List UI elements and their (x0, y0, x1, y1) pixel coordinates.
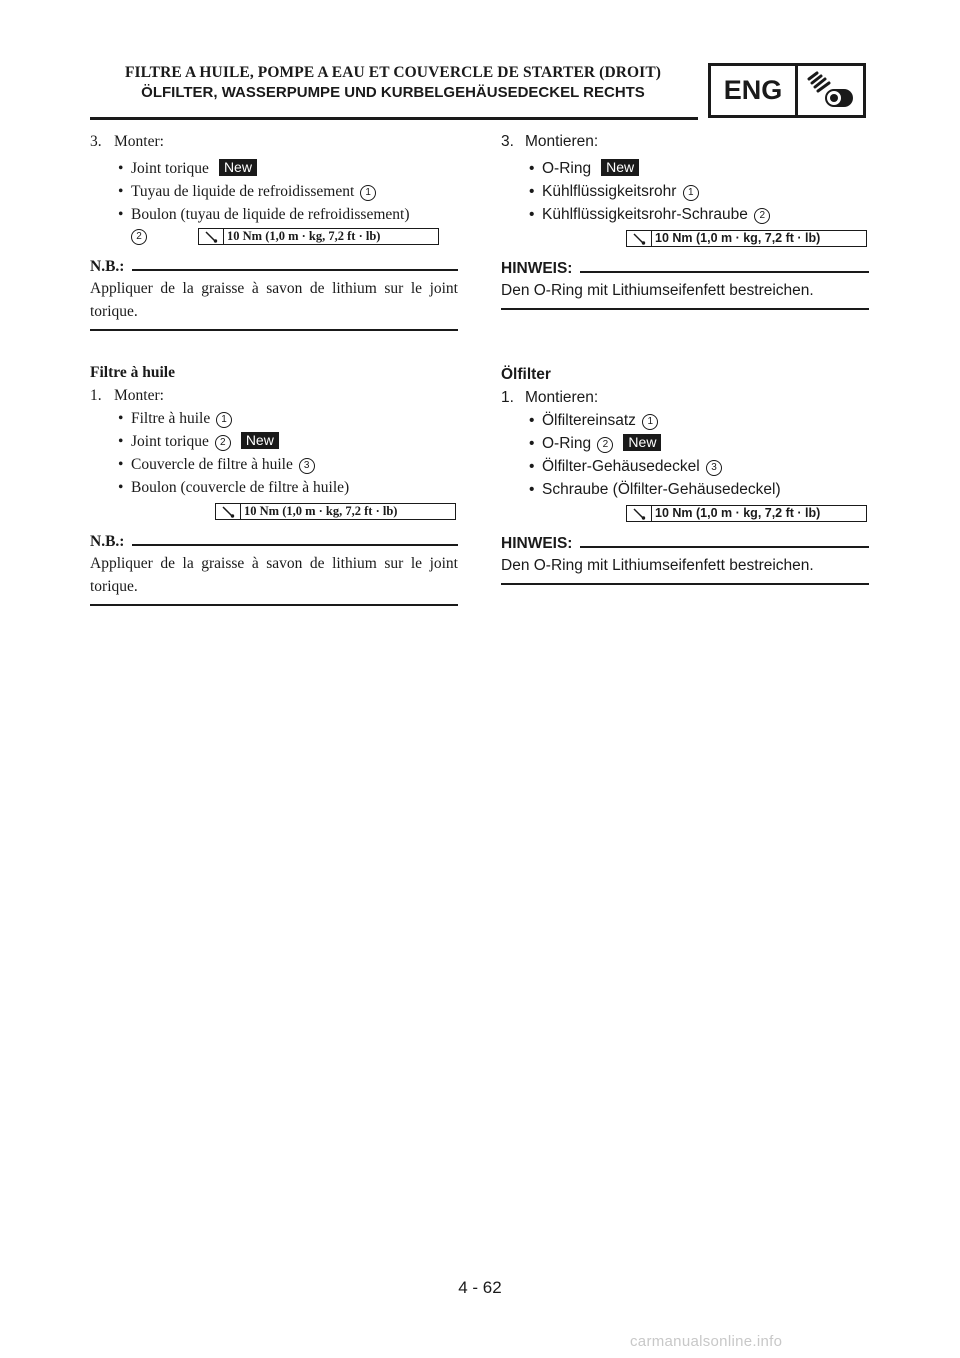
engine-wrench-icon (798, 66, 863, 115)
list-item: • Tuyau de liquide de refroidissement 1 (90, 180, 458, 203)
fr-filter-title: Filtre à huile (90, 364, 175, 381)
list-item: • Filtre à huile 1 (90, 407, 458, 430)
section-code: ENG (711, 66, 798, 115)
list-item: • Boulon (couvercle de filtre à huile) (90, 476, 458, 499)
section-badge (708, 63, 866, 118)
list-item: • Couvercle de filtre à huile 3 (90, 453, 458, 476)
fr-note-header: N.B.: (90, 257, 458, 277)
fr-note2-header: N.B.: (90, 532, 458, 552)
list-item: • Schraube (Ölfilter-Gehäusedeckel) (501, 478, 869, 501)
de-note-text: Den O-Ring mit Lithiumseifenfett bestreichen. (501, 282, 814, 299)
list-item: • Kühlflüssigkeitsrohr-Schraube 2 (501, 203, 869, 226)
list-item: • Boulon (tuyau de liquide de refroidissement) (90, 203, 458, 226)
new-badge: New (241, 432, 279, 449)
list-item: • Kühlflüssigkeitsrohr 1 (501, 180, 869, 203)
torque-spec: 10 Nm (1,0 m · kg, 7,2 ft · lb) (198, 228, 439, 245)
german-column (501, 130, 869, 585)
de-filter-title: Ölfilter (501, 366, 551, 383)
ref-number: 2 (131, 229, 147, 245)
new-badge: New (623, 434, 661, 451)
de-note-header: HINWEIS: (501, 259, 869, 279)
divider (90, 329, 458, 331)
header-title-de: ÖLFILTER, WASSERPUMPE UND KURBELGEHÄUSEDECKEL RECHTS (141, 84, 645, 101)
list-item: • Ölfilter-Gehäusedeckel 3 (501, 455, 869, 478)
new-badge: New (219, 159, 257, 176)
list-item: • Joint torique New (90, 157, 458, 180)
torque-wrench-icon (627, 231, 652, 246)
list-item: • Ölfiltereinsatz 1 (501, 409, 869, 432)
fr-step1: 1. Monter: (90, 387, 164, 404)
divider (501, 308, 869, 310)
torque-spec: 10 Nm (1,0 m · kg, 7,2 ft · lb) (626, 230, 867, 247)
header-rule (90, 117, 698, 120)
de-note2-text: Den O-Ring mit Lithiumseifenfett bestreichen. (501, 557, 814, 574)
torque-spec: 10 Nm (1,0 m · kg, 7,2 ft · lb) (215, 503, 456, 520)
header-title-fr: FILTRE A HUILE, POMPE A EAU ET COUVERCLE DE STARTER (DROIT) (124, 64, 662, 81)
torque-wrench-icon (199, 229, 224, 244)
torque-wrench-icon (216, 504, 241, 519)
ref-number: 1 (360, 185, 376, 201)
torque-spec: 10 Nm (1,0 m · kg, 7,2 ft · lb) (626, 505, 867, 522)
list-item: • O-Ring 2 New (501, 432, 869, 455)
french-column (90, 130, 458, 606)
list-item: • Joint torique 2 New (90, 430, 458, 453)
fr-note-text: Appliquer de la graisse à savon de lithium sur le joint torique. (90, 280, 458, 320)
fr-note2-text: Appliquer de la graisse à savon de lithium sur le joint torique. (90, 555, 458, 595)
divider (90, 604, 458, 606)
new-badge: New (601, 159, 639, 176)
page-number: 4 - 62 (458, 1278, 502, 1297)
de-step3: 3. Montieren: (501, 133, 599, 150)
watermark: carmanualsonline.info (630, 1333, 783, 1350)
divider (501, 583, 869, 585)
list-item: • O-Ring New (501, 157, 869, 180)
de-note2-header: HINWEIS: (501, 534, 869, 554)
torque-wrench-icon (627, 506, 652, 521)
fr-step3: 3. Monter: (90, 133, 164, 150)
de-step1: 1. Montieren: (501, 389, 599, 406)
